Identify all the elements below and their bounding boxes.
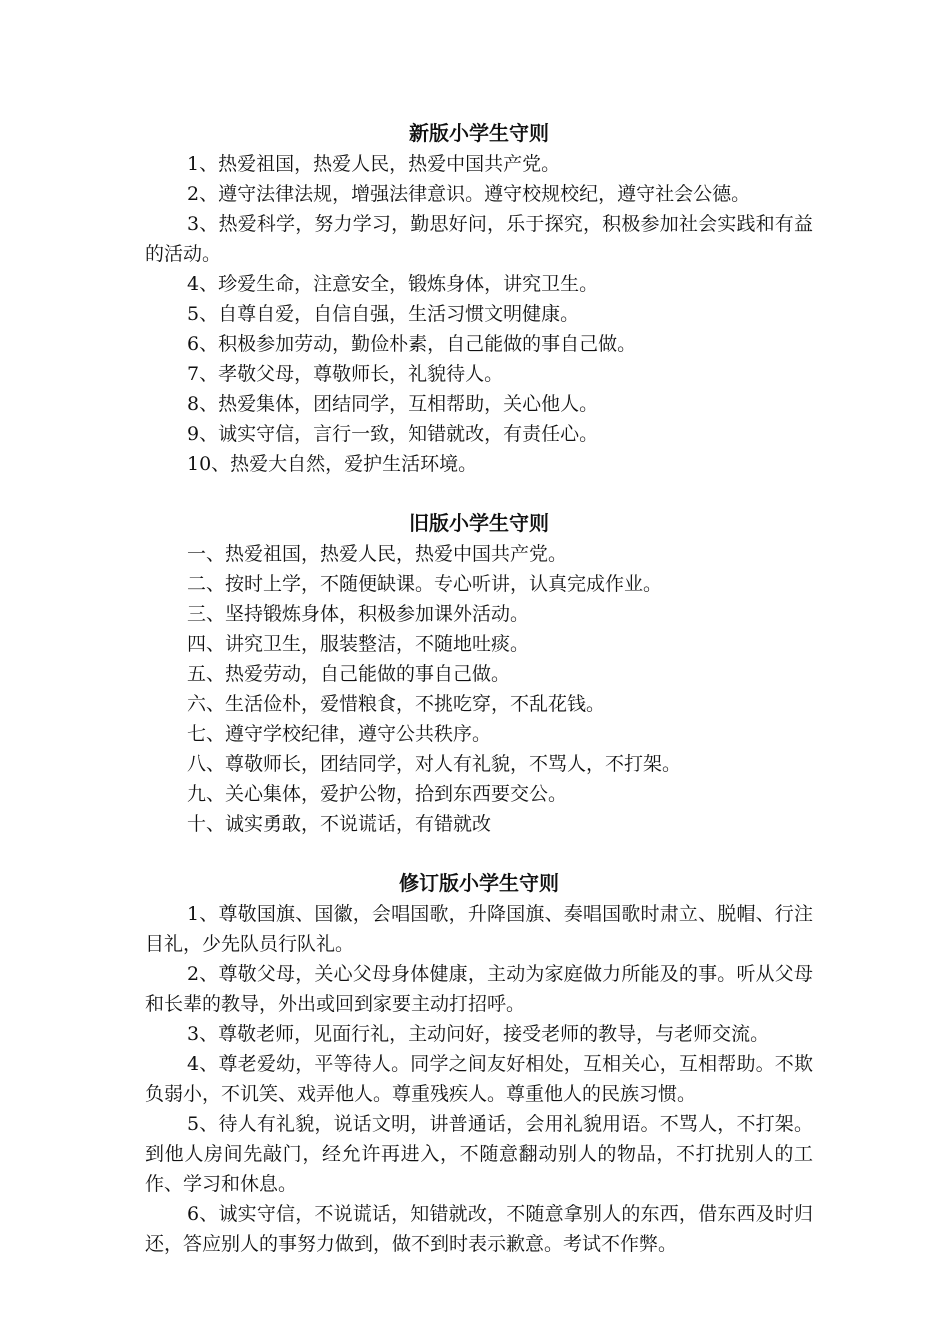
rule-item: 10、热爱大自然，爱护生活环境。 (187, 453, 478, 475)
section-revised-rules (145, 867, 813, 1259)
rule-item: 1、热爱祖国，热爱人民，热爱中国共产党。 (187, 153, 561, 175)
rule-item: 5、待人有礼貌，说话文明，讲普通话，会用礼貌用语。不骂人，不打架。到他人房间先敲门，经允许再进入，不随意翻动别人的物品，不打扰别人的工作、学习和休息。 (145, 1113, 813, 1195)
rule-item: 5、自尊自爱，自信自强，生活习惯文明健康。 (187, 303, 580, 325)
rule-item: 2、尊敬父母，关心父母身体健康，主动为家庭做力所能及的事。听从父母和长辈的教导，外出或回到家要主动打招呼。 (145, 963, 813, 1015)
rule-item: 八、尊敬师长，团结同学，对人有礼貌，不骂人，不打架。 (187, 753, 682, 775)
rule-item: 二、按时上学，不随便缺课。专心听讲，认真完成作业。 (187, 573, 663, 595)
rule-item: 6、诚实守信，不说谎话，知错就改，不随意拿别人的东西，借东西及时归还，答应别人的事努力做到，做不到时表示歉意。考试不作弊。 (145, 1203, 813, 1255)
rule-item: 3、尊敬老师，见面行礼，主动问好，接受老师的教导，与老师交流。 (187, 1023, 770, 1045)
rule-item: 五、热爱劳动，自己能做的事自己做。 (187, 663, 511, 685)
rule-item: 7、孝敬父母，尊敬师长，礼貌待人。 (187, 363, 504, 385)
rule-item: 8、热爱集体，团结同学，互相帮助，关心他人。 (187, 393, 599, 415)
rule-item: 1、尊敬国旗、国徽，会唱国歌，升降国旗、奏唱国歌时肃立、脱帽、行注目礼，少先队员行队礼。 (145, 903, 813, 955)
section-title: 新版小学生守则 (409, 121, 549, 145)
rule-item: 一、热爱祖国，热爱人民，热爱中国共产党。 (187, 543, 568, 565)
rule-item: 4、珍爱生命，注意安全，锻炼身体，讲究卫生。 (187, 273, 599, 295)
rule-item: 九、关心集体，爱护公物，拾到东西要交公。 (187, 783, 568, 805)
section-title: 修订版小学生守则 (399, 871, 559, 895)
rule-item: 十、诚实勇敢，不说谎话，有错就改 (187, 813, 492, 835)
section-new-rules (145, 117, 813, 479)
rule-item: 三、坚持锻炼身体，积极参加课外活动。 (187, 603, 530, 625)
rule-item: 4、尊老爱幼，平等待人。同学之间友好相处，互相关心，互相帮助。不欺负弱小，不讥笑、戏弄他人。尊重残疾人。尊重他人的民族习惯。 (145, 1053, 813, 1105)
rule-item: 七、遵守学校纪律，遵守公共秩序。 (187, 723, 492, 745)
rule-item: 六、生活俭朴，爱惜粮食，不挑吃穿，不乱花钱。 (187, 693, 606, 715)
rule-item: 9、诚实守信，言行一致，知错就改，有责任心。 (187, 423, 599, 445)
section-old-rules (145, 507, 813, 839)
rule-item: 6、积极参加劳动，勤俭朴素，自己能做的事自己做。 (187, 333, 637, 355)
document-page (145, 117, 813, 1287)
section-title: 旧版小学生守则 (409, 511, 549, 535)
rule-item: 四、讲究卫生，服装整洁，不随地吐痰。 (187, 633, 530, 655)
rule-item: 3、热爱科学，努力学习，勤思好问，乐于探究，积极参加社会实践和有益的活动。 (145, 213, 813, 265)
rule-item: 2、遵守法律法规，增强法律意识。遵守校规校纪，遵守社会公德。 (187, 183, 751, 205)
